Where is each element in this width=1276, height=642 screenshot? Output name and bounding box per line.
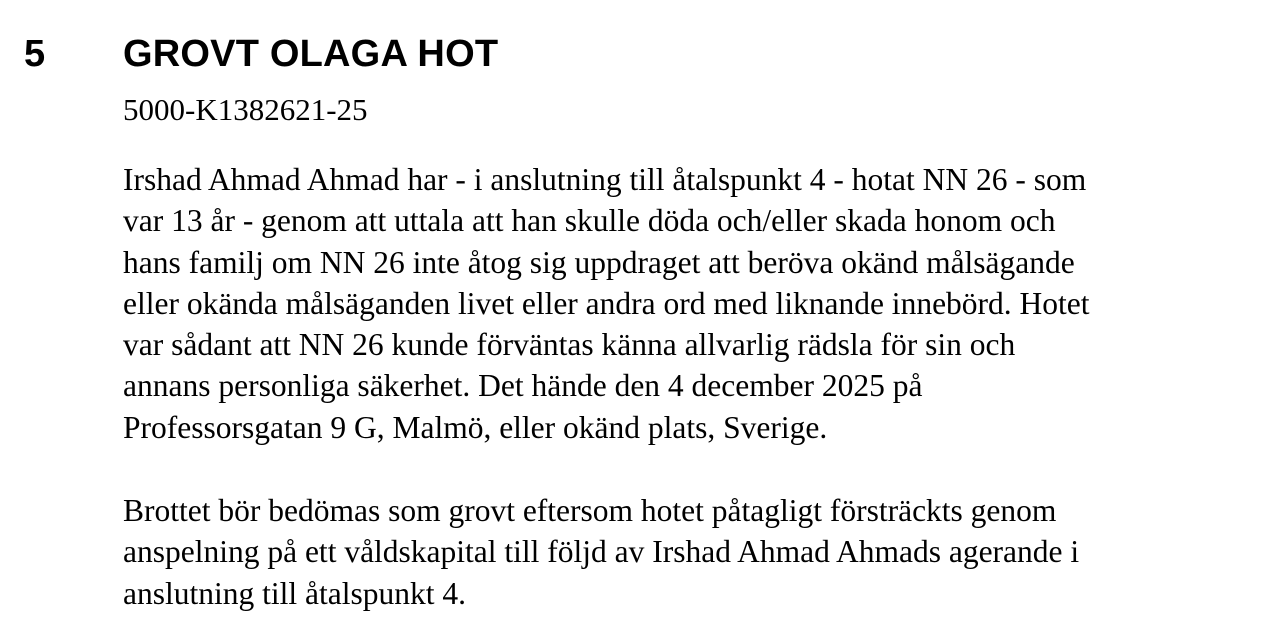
text-line: anspelning på ett våldskapital till följd av Irshad Ahmad Ahmads agerande i [123,534,1080,570]
offense-description-paragraph [123,159,1253,448]
text-line: annans personliga säkerhet. Det hände den 4 december 2025 på [123,368,923,404]
section-title: GROVT OLAGA HOT [123,33,499,75]
text-line: hans familj om NN 26 inte åtog sig uppdraget att beröva okänd målsägande [123,244,1075,280]
text-line: var sådant att NN 26 kunde förväntas känna allvarlig rädsla för sin och [123,327,1016,363]
text-line: Professorsgatan 9 G, Malmö, eller okänd plats, Sverige. [123,409,828,445]
text-line: Brottet bör bedömas som grovt eftersom hotet påtagligt försträckts genom [123,493,1057,528]
text-line: anslutning till åtalspunkt 4. [123,575,466,611]
text-line: var 13 år - genom att uttala att han skulle döda och/eller skada honom och [123,203,1056,239]
aggravation-reasoning-paragraph [123,490,1253,614]
case-number: 5000-K1382621-25 [123,92,368,127]
section-number: 5 [24,33,46,75]
text-line: Irshad Ahmad Ahmad har - i anslutning till åtalspunkt 4 - hotat NN 26 - som [123,162,1087,197]
text-line: eller okända målsäganden livet eller andra ord med liknande innebörd. Hotet [123,285,1090,321]
